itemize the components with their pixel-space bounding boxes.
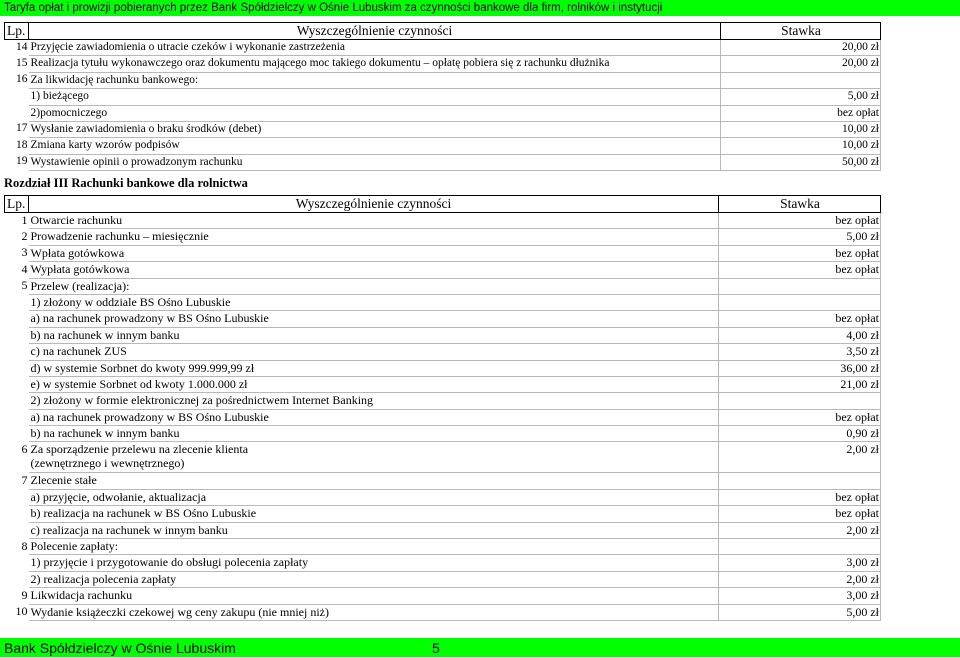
row-rate: 4,00 zł [719, 327, 881, 343]
column-header-rate: Stawka [719, 196, 881, 213]
row-number [5, 344, 29, 360]
row-number: 15 [16, 56, 28, 69]
row-description: Likwidacja rachunku [29, 588, 719, 604]
row-number: 3 [21, 245, 28, 260]
row-description: c) na rachunek ZUS [29, 344, 719, 360]
row-rate: 10,00 zł [721, 138, 881, 154]
row-description: b) na rachunek w innym banku [29, 426, 719, 442]
row-rate: 0,90 zł [719, 426, 881, 442]
table-row [5, 473, 881, 489]
row-number [5, 294, 29, 310]
table-row [5, 327, 881, 343]
row-rate [719, 539, 881, 555]
row-number [5, 376, 29, 392]
table-row [5, 89, 881, 105]
row-number [5, 506, 29, 522]
table-row [5, 588, 881, 604]
table-row [5, 278, 881, 294]
table-header [5, 23, 881, 40]
row-number [5, 311, 29, 327]
row-rate: 3,50 zł [719, 344, 881, 360]
row-number: 9 [21, 587, 28, 602]
row-rate: 5,00 zł [719, 229, 881, 245]
section-title: Rozdział III Rachunki bankowe dla rolnictwa [4, 176, 248, 190]
row-rate [719, 294, 881, 310]
row-rate: 5,00 zł [719, 604, 881, 620]
row-description: Przyjęcie zawiadomienia o utracie czeków i wykonanie zastrzeżenia [29, 40, 721, 56]
table-row [5, 154, 881, 170]
row-description: 1) bieżącego [29, 89, 721, 105]
row-rate [719, 278, 881, 294]
table-row [5, 376, 881, 392]
row-number: 6 [21, 441, 28, 456]
table-row [5, 360, 881, 376]
row-number: 2 [21, 228, 28, 243]
row-number [5, 571, 29, 587]
table-row [5, 393, 881, 409]
row-description: a) na rachunek prowadzony w BS Ośno Lubuskie [29, 311, 719, 327]
fees-table-1 [4, 22, 881, 171]
row-number [5, 360, 29, 376]
table-row [5, 105, 881, 121]
row-number: 4 [21, 261, 28, 276]
row-number: 19 [16, 155, 28, 168]
row-rate: bez opłat [719, 245, 881, 261]
row-number: 8 [21, 538, 28, 553]
table-row [5, 213, 881, 229]
table-row [5, 555, 881, 571]
row-description: a) na rachunek prowadzony w BS Ośno Lubuskie [29, 409, 719, 425]
row-description: Za likwidację rachunku bankowego: [29, 72, 721, 88]
column-header-lp: Lp. [5, 196, 29, 213]
row-rate: 5,00 zł [721, 89, 881, 105]
table-row [5, 522, 881, 538]
page-number: 5 [432, 640, 440, 656]
row-rate: bez opłat [719, 213, 881, 229]
row-description: 1) przyjęcie i przygotowanie do obsługi polecenia zapłaty [29, 555, 719, 571]
row-number [5, 327, 29, 343]
row-description: Wypłata gotówkowa [29, 262, 719, 278]
row-description: b) realizacja na rachunek w BS Ośno Lubuskie [29, 506, 719, 522]
table-row [5, 72, 881, 88]
table-row [5, 571, 881, 587]
row-rate: 2,00 zł [719, 571, 881, 587]
row-rate: 3,00 zł [719, 555, 881, 571]
table-row [5, 489, 881, 505]
row-description: Prowadzenie rachunku – miesięcznie [29, 229, 719, 245]
row-number [5, 522, 29, 538]
row-description: Wpłata gotówkowa [29, 245, 719, 261]
row-rate: bez opłat [719, 311, 881, 327]
row-rate: 10,00 zł [721, 121, 881, 137]
row-description: Realizacja tytułu wykonawczego oraz dokumentu mającego moc takiego dokumentu – opłatę pobiera się z rachunku dłużnika [29, 56, 721, 72]
footer-bank-name: Bank Spółdzielczy w Ośnie Lubuskim [4, 640, 236, 656]
table-row [5, 121, 881, 137]
row-description: c) realizacja na rachunek w innym banku [29, 522, 719, 538]
row-description: Zlecenie stałe [29, 473, 719, 489]
row-number [5, 489, 29, 505]
row-description: 2)pomocniczego [29, 105, 721, 121]
row-rate [721, 72, 881, 88]
row-rate: 20,00 zł [721, 56, 881, 72]
row-rate: 20,00 zł [721, 40, 881, 56]
table-row [5, 56, 881, 72]
table-row [5, 604, 881, 620]
table-row [5, 294, 881, 310]
row-description: Przelew (realizacja): [29, 278, 719, 294]
row-description-line: (zewnętrznego i wewnętrznego) [30, 456, 185, 471]
row-number [5, 409, 29, 425]
fees-table-2 [4, 195, 881, 621]
row-rate: 2,00 zł [719, 522, 881, 538]
row-number [5, 89, 29, 105]
row-description: Wydanie książeczki czekowej wg ceny zakupu (nie mniej niż) [29, 604, 719, 620]
row-description: Polecenie zapłaty: [29, 539, 719, 555]
table-row [5, 409, 881, 425]
row-rate [719, 393, 881, 409]
row-rate: 21,00 zł [719, 376, 881, 392]
row-rate: bez opłat [721, 105, 881, 121]
row-number: 1 [21, 213, 28, 227]
table-row [5, 245, 881, 261]
row-rate: 36,00 zł [719, 360, 881, 376]
row-number: 17 [16, 122, 28, 135]
row-number: 10 [15, 604, 28, 619]
row-rate: 3,00 zł [719, 588, 881, 604]
document-title: Taryfa opłat i prowizji pobieranych przez Bank Spółdzielczy w Ośnie Lubuskim za czynności bankowe dla firm, rolników i instytucji [4, 2, 663, 14]
column-header-rate: Stawka [721, 23, 881, 40]
row-number [5, 393, 29, 409]
row-description: b) na rachunek w innym banku [29, 327, 719, 343]
table-row [5, 138, 881, 154]
table-row [5, 344, 881, 360]
row-rate: bez opłat [719, 489, 881, 505]
row-rate: bez opłat [719, 506, 881, 522]
column-header-description: Wyszczególnienie czynności [29, 23, 721, 40]
row-rate: bez opłat [719, 262, 881, 278]
row-description: Otwarcie rachunku [29, 213, 719, 229]
row-rate: 2,00 zł [719, 442, 881, 473]
row-rate: 50,00 zł [721, 154, 881, 170]
table-row [5, 262, 881, 278]
column-header-description: Wyszczególnienie czynności [29, 196, 719, 213]
row-number [5, 105, 29, 121]
row-description: 2) realizacja polecenia zapłaty [29, 571, 719, 587]
row-description: 1) złożony w oddziale BS Ośno Lubuskie [29, 294, 719, 310]
row-description: Wystawienie opinii o prowadzonym rachunku [29, 154, 721, 170]
table-row [5, 40, 881, 56]
row-description: d) w systemie Sorbnet do kwoty 999.999,99 zł [29, 360, 719, 376]
row-number: 16 [16, 73, 28, 86]
table-row [5, 311, 881, 327]
row-description: Zmiana karty wzorów podpisów [29, 138, 721, 154]
column-header-lp: Lp. [5, 23, 29, 40]
table-row [5, 442, 881, 473]
row-description: Wysłanie zawiadomienia o braku środków (debet) [29, 121, 721, 137]
row-number: 5 [21, 278, 28, 293]
row-description [29, 442, 719, 473]
row-number [5, 426, 29, 442]
row-number: 7 [21, 472, 28, 487]
row-number: 18 [16, 138, 28, 151]
table-header [5, 196, 881, 213]
row-description: 2) złożony w formie elektronicznej za pośrednictwem Internet Banking [29, 393, 719, 409]
row-description: a) przyjęcie, odwołanie, aktualizacja [29, 489, 719, 505]
page-footer [0, 638, 960, 657]
row-rate: bez opłat [719, 409, 881, 425]
row-description: e) w systemie Sorbnet od kwoty 1.000.000 zł [29, 376, 719, 392]
document-header [0, 0, 960, 16]
table-row [5, 506, 881, 522]
row-rate [719, 473, 881, 489]
row-number [5, 555, 29, 571]
row-number: 14 [16, 41, 28, 53]
row-description-line: Za sporządzenie przelewu na zlecenie klienta [30, 442, 249, 457]
table-row [5, 229, 881, 245]
table-row [5, 539, 881, 555]
table-row [5, 426, 881, 442]
